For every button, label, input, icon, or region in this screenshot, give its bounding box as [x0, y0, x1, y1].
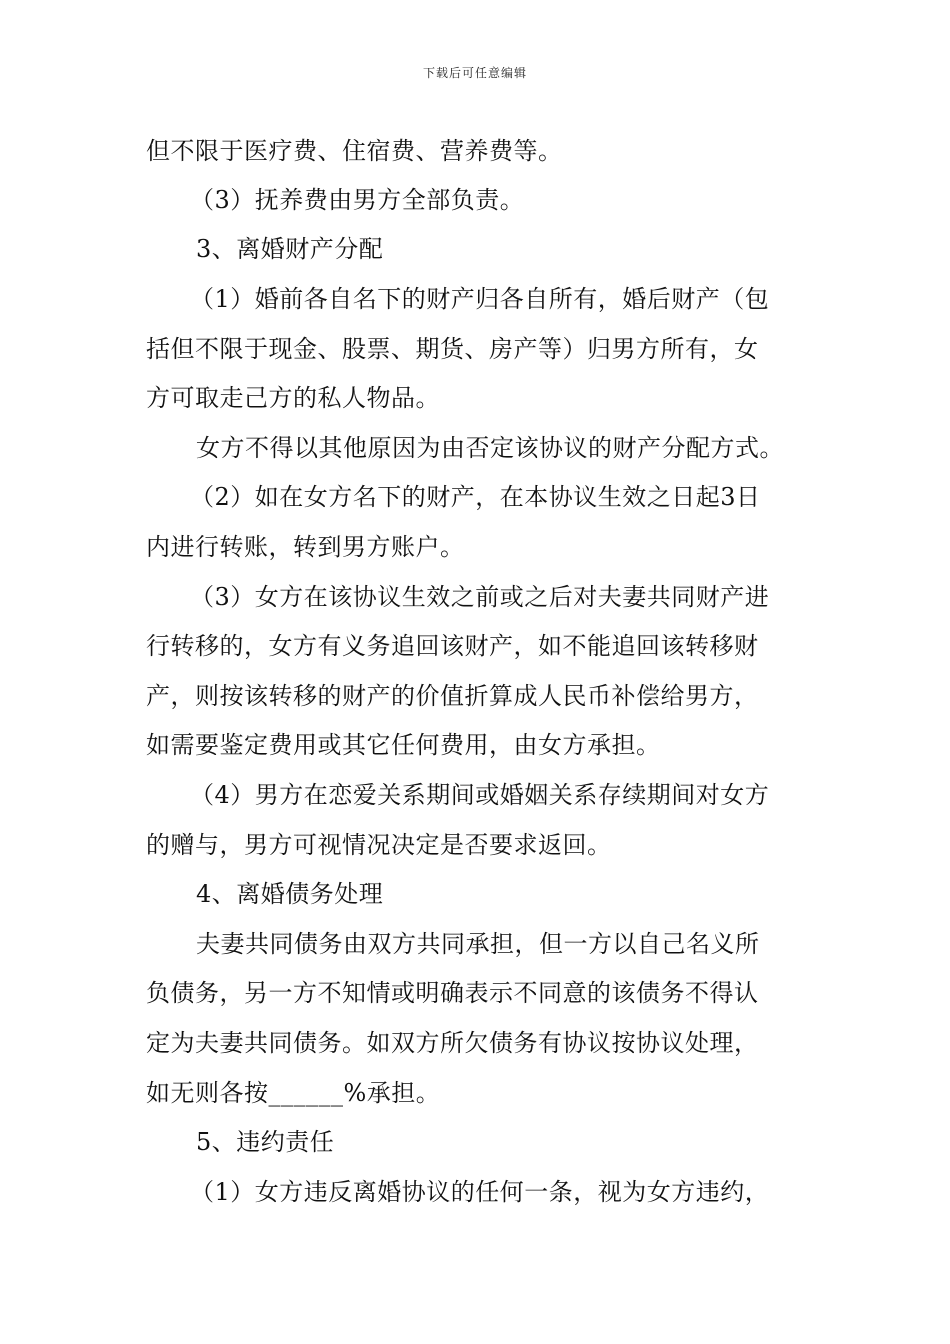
- section-heading: 4、离婚债务处理: [196, 880, 384, 908]
- text-line: 如需要鉴定费用或其它任何费用，由女方承担。: [146, 731, 661, 759]
- text-line: 如无则各按______%承担。: [146, 1079, 441, 1107]
- text-line: 女方不得以其他原因为由否定该协议的财产分配方式。: [196, 434, 784, 462]
- text-line: （1）女方违反离婚协议的任何一条，视为女方违约，: [190, 1178, 770, 1206]
- text-line: 负债务，另一方不知情或明确表示不同意的该债务不得认: [146, 979, 759, 1007]
- text-line: （3）抚养费由男方全部负责。: [190, 186, 525, 214]
- text-line: （4）男方在恋爱关系期间或婚姻关系存续期间对女方: [190, 781, 770, 809]
- page-header: 下载后可任意编辑: [422, 66, 527, 80]
- section-heading: 5、违约责任: [196, 1128, 335, 1156]
- text-line: 但不限于医疗费、住宿费、营养费等。: [146, 137, 563, 165]
- section-heading: 3、离婚财产分配: [196, 235, 384, 263]
- text-line: （2）如在女方名下的财产，在本协议生效之日起3日: [190, 483, 761, 511]
- text-line: 括但不限于现金、股票、期货、房产等）归男方所有，女: [146, 335, 759, 363]
- text-line: 方可取走己方的私人物品。: [146, 384, 440, 412]
- text-line: （1）婚前各自名下的财产归各自所有，婚后财产（包: [190, 285, 770, 313]
- text-line: 的赠与，男方可视情况决定是否要求返回。: [146, 831, 612, 859]
- text-line: 行转移的，女方有义务追回该财产，如不能追回该转移财: [146, 632, 759, 660]
- text-line: 夫妻共同债务由双方共同承担，但一方以自己名义所: [196, 930, 760, 958]
- text-line: 内进行转账，转到男方账户。: [146, 533, 465, 561]
- text-line: 产，则按该转移的财产的价值折算成人民币补偿给男方，: [146, 682, 759, 710]
- text-line: 定为夫妻共同债务。如双方所欠债务有协议按协议处理，: [146, 1029, 759, 1057]
- text-line: （3）女方在该协议生效之前或之后对夫妻共同财产进: [190, 583, 770, 611]
